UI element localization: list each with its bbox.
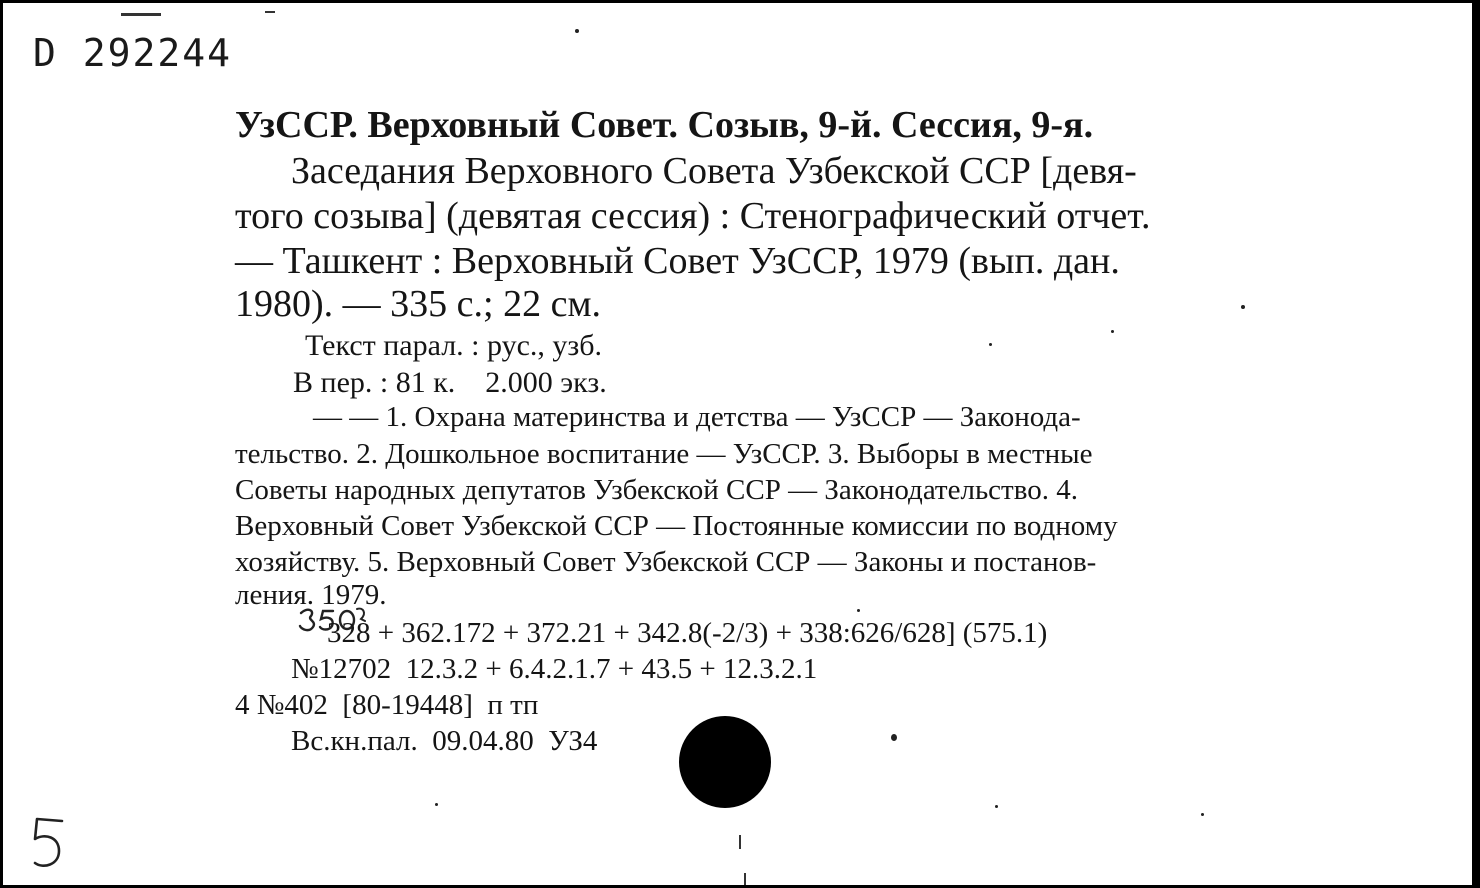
speck xyxy=(744,873,746,885)
accession-number: D 292244 xyxy=(33,31,233,75)
subject-line: тельство. 2. Дошкольное воспитание — УзССР. 3. Выборы в местные xyxy=(235,438,1093,470)
speck xyxy=(739,835,741,849)
subject-line: хозяйству. 5. Верховный Совет Узбекской ССР — Законы и постанов- xyxy=(235,546,1097,578)
stray-mark xyxy=(265,11,275,13)
title-line: того созыва] (девятая сессия) : Стенографический отчет. xyxy=(235,195,1151,237)
title-line: 1980). — 335 с.; 22 см. xyxy=(235,283,601,325)
order-line: 4 №402 [80-19448] п тп xyxy=(235,689,539,721)
speck xyxy=(1111,330,1114,333)
speck xyxy=(995,805,998,808)
card-heading: УзССР. Верховный Совет. Созыв, 9-й. Сессия, 9-я. xyxy=(235,104,1094,146)
speck xyxy=(1201,813,1204,816)
subject-line: — — 1. Охрана материнства и детства — УзССР — Законода- xyxy=(313,401,1081,433)
title-line: Заседания Верховного Совета Узбекской ССР [девя- xyxy=(291,150,1137,192)
speck xyxy=(1241,305,1245,309)
note-line: Текст парал. : рус., узб. xyxy=(305,329,603,362)
subject-line: ления. 1979. xyxy=(235,579,387,611)
subject-line: Верховный Совет Узбекской ССР — Постоянные комиссии по водному xyxy=(235,510,1118,542)
speck xyxy=(857,609,860,612)
subject-line: Советы народных депутатов Узбекской ССР — Законодательство. 4. xyxy=(235,474,1078,506)
title-line: — Ташкент : Верховный Совет УзССР, 1979 (вып. дан. xyxy=(235,240,1120,282)
handwritten-corner xyxy=(29,815,65,871)
date-line: Вс.кн.пал. 09.04.80 УЗ4 xyxy=(291,725,598,757)
note-line: В пер. : 81 к. 2.000 экз. xyxy=(293,366,607,399)
speck xyxy=(575,29,579,33)
speck xyxy=(989,343,992,346)
punch-hole xyxy=(679,716,771,808)
number-line: №12702 12.3.2 + 6.4.2.1.7 + 43.5 + 12.3.2.1 xyxy=(291,653,818,685)
speck xyxy=(891,734,897,741)
stray-mark xyxy=(121,13,161,16)
speck xyxy=(435,803,438,806)
classification-line: 328 + 362.172 + 372.21 + 342.8(-2/3) + 338:626/628] (575.1) xyxy=(327,617,1048,649)
